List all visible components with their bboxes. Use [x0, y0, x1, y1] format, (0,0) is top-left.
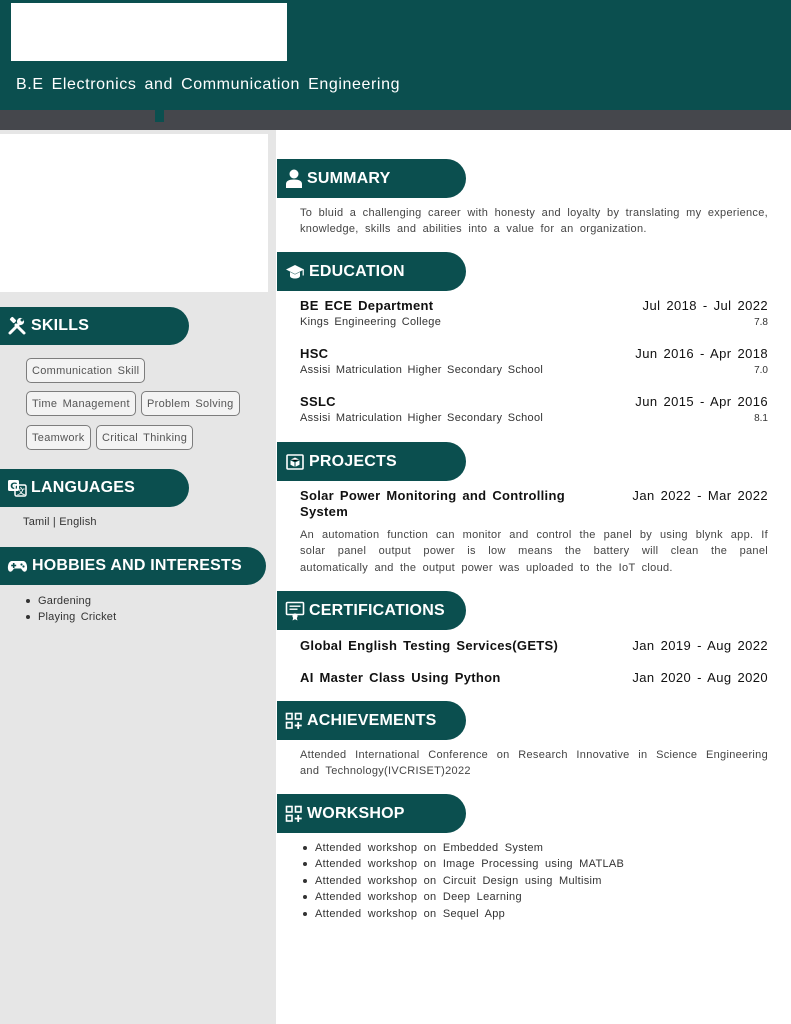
certifications-heading-label: CERTIFICATIONS — [309, 601, 445, 619]
workshop-heading-label: WORKSHOP — [307, 804, 405, 822]
person-icon — [285, 169, 303, 189]
workshop-heading — [277, 794, 466, 833]
education-degree: HSC — [300, 346, 329, 361]
achievements-heading-label: ACHIEVEMENTS — [307, 711, 437, 729]
summary-text: To bluid a challenging career with honesty and loyalty by translating my experience, knowledge, skills and abilities into a value for an organization. — [300, 207, 768, 236]
name-placeholder — [11, 3, 287, 61]
certifications-heading — [277, 591, 466, 630]
workshop-item: Attended workshop on Image Processing using MATLAB — [315, 856, 624, 872]
workshop-list — [315, 840, 624, 922]
skill-chip: Critical Thinking — [96, 425, 193, 450]
graduation-cap-icon — [285, 263, 305, 281]
education-degree: BE ECE Department — [300, 298, 434, 313]
svg-text:G: G — [10, 482, 18, 492]
hobby-item: Playing Cricket — [38, 611, 117, 623]
education-score: 7.8 — [754, 317, 768, 328]
tools-icon — [7, 316, 27, 336]
certification-title: AI Master Class Using Python — [300, 670, 501, 685]
education-degree: SSLC — [300, 394, 336, 409]
workshop-item: Attended workshop on Deep Learning — [315, 889, 624, 905]
projects-heading — [277, 442, 466, 481]
workshop-item: Attended workshop on Sequel App — [315, 906, 624, 922]
education-score: 7.0 — [754, 365, 768, 376]
skills-heading — [0, 307, 189, 345]
projects-heading-label: PROJECTS — [309, 452, 397, 470]
education-school: Kings Engineering College — [300, 316, 442, 328]
summary-heading — [277, 159, 466, 198]
hobbies-heading — [0, 547, 266, 585]
achievements-text: Attended International Conference on Research Innovative in Science Engineering and Technology(IVCRISET)2022 — [300, 749, 768, 778]
translate-icon — [7, 478, 27, 498]
project-dates: Jan 2022 - Mar 2022 — [632, 488, 768, 503]
skill-chip: Problem Solving — [141, 391, 240, 416]
grid-plus-icon — [285, 805, 303, 823]
certificate-icon — [285, 601, 305, 621]
grid-plus-icon — [285, 712, 303, 730]
education-dates: Jun 2015 - Apr 2016 — [635, 394, 768, 409]
cube-icon — [285, 453, 305, 471]
project-description: An automation function can monitor and control the panel by using blynk app. If solar panel output power is low means the battery will clean the panel automatically and the output power was uploaded to the IoT cloud. — [300, 529, 768, 574]
skill-chip: Time Management — [26, 391, 136, 416]
languages-heading — [0, 469, 189, 507]
certification-dates: Jan 2019 - Aug 2022 — [632, 638, 768, 653]
education-dates: Jun 2016 - Apr 2018 — [635, 346, 768, 361]
degree-subtitle: B.E Electronics and Communication Engineering — [16, 76, 401, 93]
education-heading — [277, 252, 466, 291]
svg-text:文: 文 — [17, 487, 26, 496]
education-dates: Jul 2018 - Jul 2022 — [642, 298, 768, 313]
skill-chip: Teamwork — [26, 425, 91, 450]
workshop-item: Attended workshop on Embedded System — [315, 840, 624, 856]
hobbies-list — [38, 593, 116, 625]
languages-list: Tamil | English — [23, 516, 97, 528]
gamepad-icon — [7, 556, 28, 576]
skills-heading-label: SKILLS — [31, 317, 90, 334]
certification-title: Global English Testing Services(GETS) — [300, 638, 559, 653]
certification-dates: Jan 2020 - Aug 2020 — [632, 670, 768, 685]
skill-chip: Communication Skill — [26, 358, 145, 383]
achievements-heading — [277, 701, 466, 740]
hobbies-heading-label: HOBBIES AND INTERESTS — [32, 557, 242, 574]
education-school: Assisi Matriculation Higher Secondary School — [300, 412, 544, 424]
photo-placeholder — [0, 134, 268, 292]
project-title: Solar Power Monitoring and Controlling System — [300, 488, 565, 519]
education-school: Assisi Matriculation Higher Secondary School — [300, 364, 544, 376]
summary-heading-label: SUMMARY — [307, 169, 391, 187]
education-score: 8.1 — [754, 413, 768, 424]
languages-heading-label: LANGUAGES — [31, 479, 136, 496]
education-heading-label: EDUCATION — [309, 262, 405, 280]
header-accent-tick — [155, 98, 164, 122]
hobby-item: Gardening — [38, 593, 116, 609]
header-divider-bar — [0, 110, 791, 130]
workshop-item: Attended workshop on Circuit Design using Multisim — [315, 873, 624, 889]
